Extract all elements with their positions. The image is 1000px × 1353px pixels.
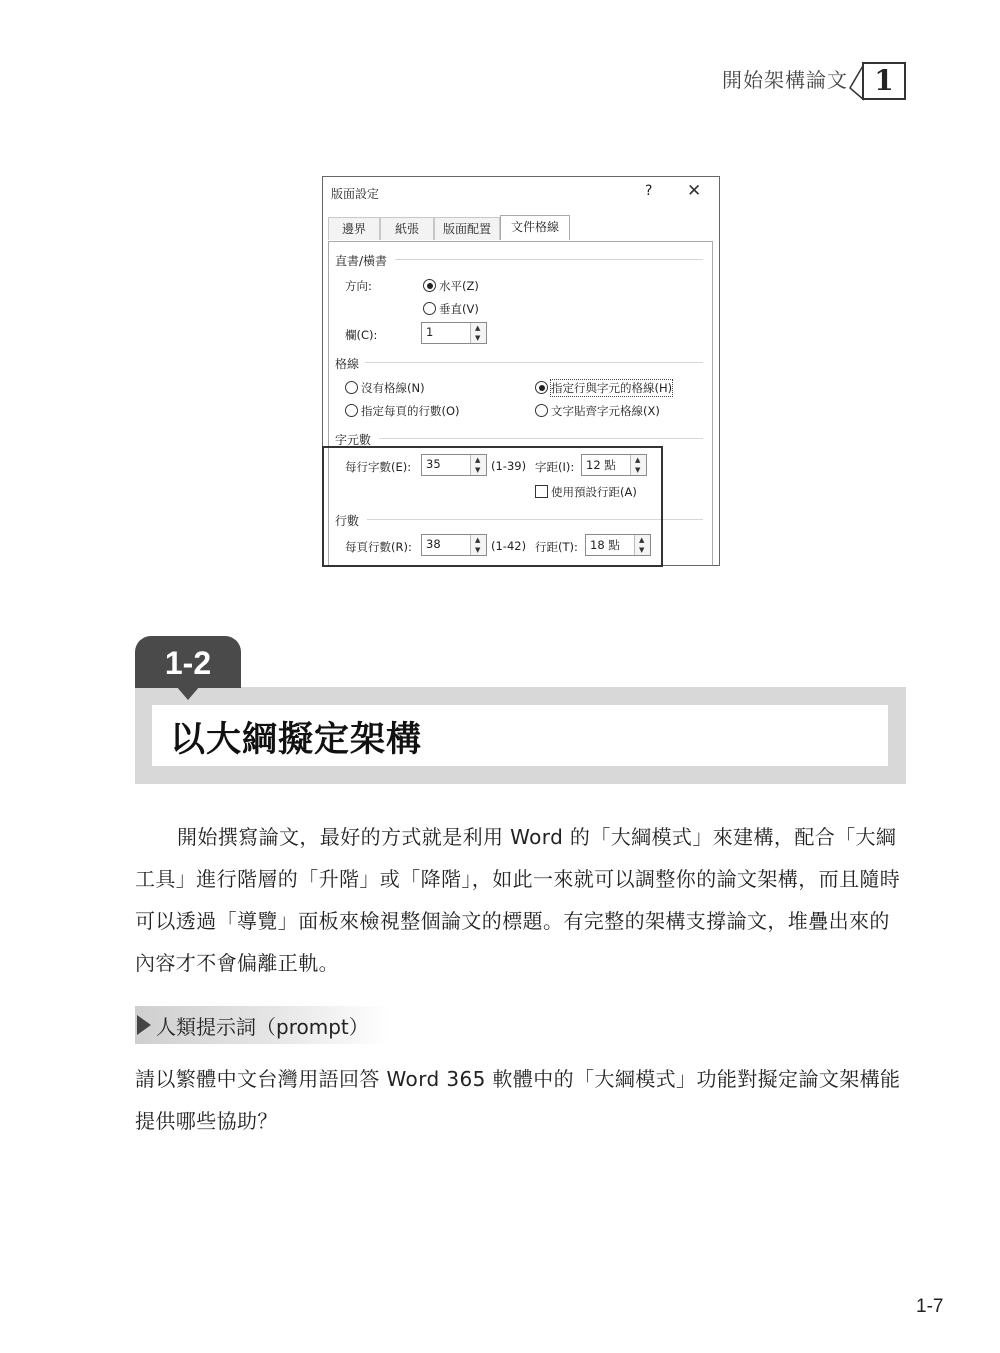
section-title: 以大綱擬定架構 [170,720,423,760]
columns-value: 1 [426,325,434,339]
lines-per-page-label: 每頁行數(R): [345,540,412,554]
prompt-label: 人類提示詞（prompt） [156,1015,369,1039]
group-divider [395,259,703,260]
tab-document-grid[interactable]: 文件格線 [500,215,570,240]
spin-buttons[interactable]: ▲ ▼ [630,455,646,475]
radio-vertical[interactable] [423,302,436,315]
columns-stepper[interactable] [421,322,487,344]
default-pitch-label: 使用預設行距(A) [551,485,637,499]
chars-per-line-value: 35 [426,457,441,471]
char-pitch-label: 字距(I): [535,460,575,474]
radio-lines-and-chars-label: 指定行與字元的格線(H) [551,381,673,395]
radio-horizontal[interactable] [423,279,436,292]
spin-buttons[interactable]: ▲ ▼ [470,455,486,475]
characters-group-label: 字元數 [335,433,372,447]
paragraph-text: 開始撰寫論文，最好的方式就是利用 Word 的「大綱模式」來建構，配合「大綱工具」進行階層的「升階」或「降階」，如此一來就可以調整你的論文架構，而且隨時可以透過「導覽」面板來檢視整個論文的標題。有完整的架構支撐論文，堆疊出來的內容才不會偏離正軌。 [135,825,901,975]
page-number: 1-7 [916,1296,944,1317]
radio-lines-only[interactable] [345,404,358,417]
grid-group-label: 格線 [335,357,360,371]
tab-layout[interactable]: 版面配置 [434,217,500,240]
radio-snap-to-chars[interactable] [535,404,548,417]
spin-buttons[interactable]: ▲ ▼ [470,323,486,343]
close-icon[interactable]: ✕ [687,181,702,201]
group-divider [379,438,703,439]
group-divider [365,362,703,363]
chars-per-line-label: 每行字數(E): [345,460,412,474]
radio-no-grid-label: 沒有格線(N) [361,381,425,395]
radio-lines-only-label: 指定每頁的行數(O) [361,404,460,418]
section-badge-pointer [176,686,200,700]
char-pitch-value: 12 點 [586,458,616,472]
chars-per-line-range: (1-39) [491,459,527,473]
body-paragraph [135,816,907,984]
help-button[interactable]: ? [645,183,653,199]
lines-group-label: 行數 [335,514,360,528]
tab-margins[interactable]: 邊界 [328,217,380,240]
lines-per-page-value: 38 [426,537,441,551]
direction-label: 方向: [345,279,372,293]
radio-lines-and-chars[interactable] [535,381,548,394]
dialog-title: 版面設定 [331,187,380,201]
spin-buttons[interactable]: ▲ ▼ [634,535,650,555]
spin-buttons[interactable]: ▲ ▼ [470,535,486,555]
radio-no-grid[interactable] [345,381,358,394]
line-pitch-label: 行距(T): [535,540,578,554]
paragraph-text: 請以繁體中文台灣用語回答 Word 365 軟體中的「大綱模式」功能對擬定論文架構能提供哪些協助？ [135,1067,901,1133]
triangle-icon [137,1015,151,1035]
radio-vertical-label: 垂直(V) [439,302,479,316]
section-number-badge: 1-2 [135,636,241,688]
line-pitch-value: 18 點 [590,538,620,552]
radio-horizontal-label: 水平(Z) [439,279,479,293]
prompt-paragraph [135,1058,907,1142]
tab-paper[interactable]: 紙張 [380,217,434,240]
lines-per-page-range: (1-42) [491,539,527,553]
highlight-frame [322,446,663,567]
running-chapter-title: 開始架構論文 [722,68,848,92]
direction-group-label: 直書/橫書 [335,254,388,268]
chapter-number-badge: 1 [862,62,906,100]
radio-snap-to-chars-label: 文字貼齊字元格線(X) [551,404,660,418]
columns-label: 欄(C): [345,328,378,342]
